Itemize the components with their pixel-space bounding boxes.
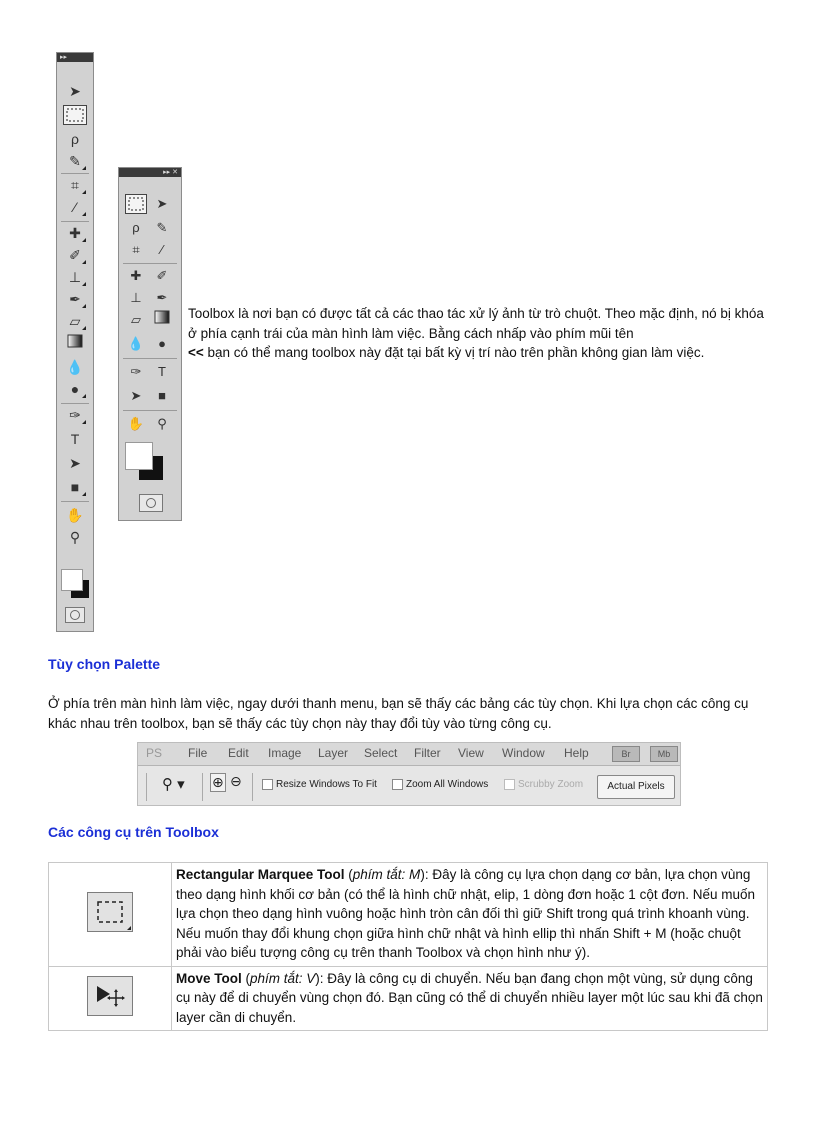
quick-mask-icon[interactable] <box>65 607 85 623</box>
tool-name: Move Tool <box>176 970 242 986</box>
rectangular-marquee-icon <box>87 892 133 932</box>
toolbox-grip[interactable]: ▸▸ ✕ <box>119 168 181 177</box>
dodge-icon[interactable]: ● <box>63 379 87 399</box>
rectangle-shape-icon[interactable]: ■ <box>158 388 166 403</box>
table-row <box>49 863 768 967</box>
quick-selection-icon[interactable]: ✎ <box>63 151 87 171</box>
menu-help[interactable]: Help <box>564 746 589 760</box>
move-tool-icon[interactable]: ➤ <box>69 83 81 99</box>
menu-window[interactable]: Window <box>502 746 545 760</box>
tool-shortcut: phím tắt: M <box>352 867 421 882</box>
blur-icon[interactable]: 💧 <box>127 336 145 351</box>
menu-edit[interactable]: Edit <box>228 746 249 760</box>
blur-icon[interactable]: 💧 <box>66 359 84 375</box>
bridge-button[interactable]: Br <box>612 746 640 762</box>
history-brush-icon[interactable]: ✒ <box>156 290 168 305</box>
menu-view[interactable]: View <box>458 746 484 760</box>
options-bar-screenshot <box>137 742 681 806</box>
palette-heading: Tùy chọn Palette <box>48 656 161 672</box>
rectangular-marquee-icon[interactable] <box>63 105 87 125</box>
dodge-icon[interactable]: ● <box>158 336 166 351</box>
eyedropper-icon[interactable]: ⁄ <box>160 242 164 257</box>
tool-description-text: : Đây là công cụ di chuyển. Nếu bạn đang chọn một vùng, sử dụng công cụ này để di chuyển vùng chọn đó. Bạn cũng có thể di chuyển nhiều layer một lúc sau khi đã chọn layer cần di chuyển. <box>176 970 763 1025</box>
tool-description-text: : Đây là công cụ lựa chọn dạng cơ bản, lựa chọn vùng theo dạng hình khối cơ bản (có thể là hình chữ nhật, elip, 1 dòng đơn hoặc 1 cột đơn. Nếu muốn lựa chọn theo dạng hình vuông hoặc hình tròn cân đối thì giữ Shift trong quá trình khoanh vùng. Nếu muốn thay đổi khung chọn giữa hình chữ nhật và hình ellip thì nhấn Shift + M (hoặc chuột phải vào biểu tượng công cụ trên thanh Toolbox và chọn hình như ý). <box>176 867 755 960</box>
tool-name: Rectangular Marquee Tool <box>176 867 345 882</box>
hand-icon[interactable]: ✋ <box>127 416 145 431</box>
zoom-icon[interactable]: ⚲ <box>69 529 81 545</box>
menu-layer[interactable]: Layer <box>318 746 349 760</box>
tool-description: Move Tool (phím tắt: V): Đây là công cụ di chuyển. Nếu bạn đang chọn một vùng, sử dụng công cụ này để di chuyển vùng chọn đó. Bạn cũng có thể di chuyển nhiều layer một lúc sau khi đã chọn layer cần di chuyển. <box>172 966 768 1031</box>
brush-icon[interactable]: ✐ <box>63 245 87 265</box>
toolbox-intro-paragraph: Toolbox là nơi bạn có được tất cả các thao tác xử lý ảnh từ trò chuột. Theo mặc định, nó bị khóa ở phía cạnh trái của màn hình làm việc. Bằng cách nhấp vào phím mũi tên << bạn có thể mang toolbox này đặt tại bất kỳ vị trí nào trên phần không gian làm việc. <box>188 306 764 360</box>
eraser-icon[interactable]: ▱ <box>63 311 87 331</box>
tool-description: Rectangular Marquee Tool (phím tắt: M): Đây là công cụ lựa chọn dạng cơ bản, lựa chọn vùng theo dạng hình khối cơ bản (có thể là hình chữ nhật, elip, 1 dòng đơn hoặc 1 cột đơn. Nếu muốn lựa chọn theo dạng hình vuông hoặc hình tròn cân đối thì giữ Shift trong quá trình khoanh vùng. Nếu muốn thay đổi khung chọn giữa hình chữ nhật và hình ellip thì nhấn Shift + M (hoặc chuột phải vào biểu tượng công cụ trên thanh Toolbox và chọn hình như ý). <box>172 863 768 967</box>
move-tool-icon[interactable]: ➤ <box>156 196 168 211</box>
type-icon[interactable]: T <box>158 364 166 379</box>
scrubby-zoom-checkbox[interactable] <box>504 779 583 790</box>
zoom-in-icon[interactable]: ⊕ <box>212 774 224 790</box>
tool-options-row <box>138 767 680 805</box>
healing-brush-icon[interactable]: ✚ <box>63 223 87 243</box>
icon-cell <box>49 863 172 967</box>
tools-table <box>48 862 768 1031</box>
scrubby-zoom-label: Scrubby Zoom <box>518 779 584 791</box>
rectangle-shape-icon[interactable]: ■ <box>63 477 87 497</box>
healing-brush-icon[interactable]: ✚ <box>130 268 142 283</box>
zoom-all-windows-label: Zoom All Windows <box>406 779 489 791</box>
foreground-color-swatch[interactable] <box>125 442 153 470</box>
zoom-icon[interactable]: ⚲ <box>157 416 167 431</box>
lasso-icon[interactable]: ρ <box>132 220 140 235</box>
toolbox-grip[interactable]: ▸▸ <box>57 53 93 62</box>
ps-logo: PS <box>146 746 163 760</box>
quick-mask-icon[interactable] <box>139 494 163 512</box>
path-selection-icon[interactable]: ➤ <box>69 455 81 471</box>
table-row <box>49 966 768 1031</box>
tool-shortcut: phím tắt: V <box>250 970 316 986</box>
move-tool-icon <box>87 976 133 1016</box>
resize-windows-label: Resize Windows To Fit <box>276 779 377 791</box>
hand-icon[interactable]: ✋ <box>66 507 84 523</box>
pen-icon[interactable]: ✑ <box>63 405 87 425</box>
tools-heading: Các công cụ trên Toolbox <box>48 824 219 840</box>
clone-stamp-icon[interactable]: ⊥ <box>130 290 142 305</box>
zoom-out-icon[interactable]: ⊖ <box>230 773 242 789</box>
pen-icon[interactable]: ✑ <box>130 364 142 379</box>
foreground-color-swatch[interactable] <box>61 569 83 591</box>
type-icon[interactable]: T <box>70 431 80 447</box>
crop-icon[interactable]: ⌗ <box>63 175 87 195</box>
palette-paragraph: Ở phía trên màn hình làm việc, ngay dưới thanh menu, bạn sẽ thấy các bảng các tùy chọn. Khi lựa chọn các công cụ khác nhau trên toolbox, bạn sẽ thấy các tùy chọn này thay đổi tùy vào từng công cụ. <box>48 696 749 731</box>
menu-select[interactable]: Select <box>364 746 398 760</box>
eyedropper-icon[interactable]: ⁄ <box>63 197 87 217</box>
gradient-icon[interactable] <box>151 310 173 330</box>
mini-bridge-button[interactable]: Mb <box>650 746 678 762</box>
path-selection-icon[interactable]: ➤ <box>130 388 142 403</box>
toolbox-single-column <box>56 52 94 632</box>
eraser-icon[interactable]: ▱ <box>131 312 141 327</box>
rectangular-marquee-icon[interactable] <box>125 194 147 214</box>
menu-filter[interactable]: Filter <box>414 746 441 760</box>
menu-bar <box>138 743 680 766</box>
quick-selection-icon[interactable]: ✎ <box>156 220 168 235</box>
menu-file[interactable]: File <box>188 746 208 760</box>
toolbox-double-column <box>118 167 182 521</box>
lasso-icon[interactable]: ρ <box>71 131 79 147</box>
resize-windows-checkbox[interactable] <box>262 779 377 790</box>
brush-icon[interactable]: ✐ <box>156 268 168 283</box>
zoom-tool-preset-icon[interactable]: ⚲ ▾ <box>162 776 185 793</box>
zoom-all-windows-checkbox[interactable] <box>392 779 488 790</box>
crop-icon[interactable]: ⌗ <box>132 242 140 257</box>
history-brush-icon[interactable]: ✒ <box>63 289 87 309</box>
actual-pixels-button[interactable]: Actual Pixels <box>597 775 675 799</box>
clone-stamp-icon[interactable]: ⊥ <box>63 267 87 287</box>
menu-image[interactable]: Image <box>268 746 302 760</box>
icon-cell <box>49 966 172 1031</box>
gradient-icon[interactable] <box>63 333 87 353</box>
